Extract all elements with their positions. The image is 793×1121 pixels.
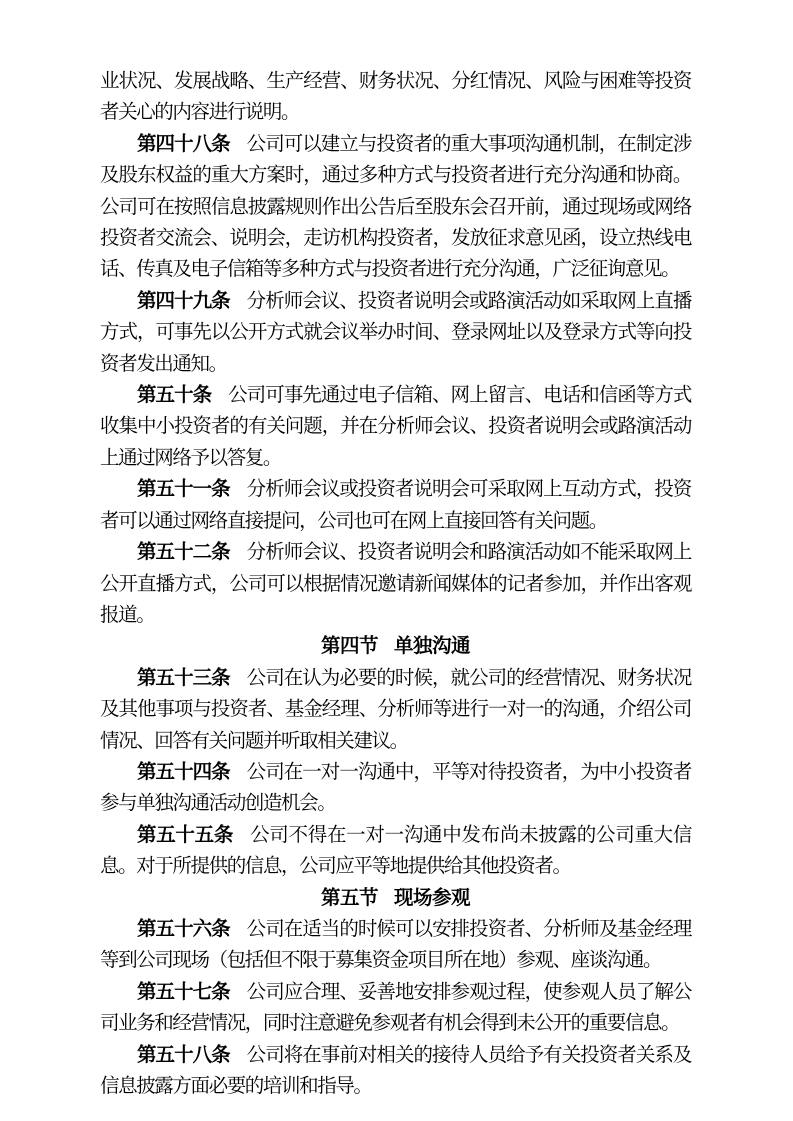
article-number: 第五十五条 — [137, 824, 234, 846]
article-text: 公司在认为必要的时候，就公司的经营情况、财务状况及其他事项与投资者、基金经理、分析师等进行一对一的沟通，介绍公司情况、回答有关问题并听取相关建议。 — [100, 667, 691, 752]
article-paragraph — [100, 380, 691, 474]
article-text: 分析师会议、投资者说明会或路演活动如采取网上直播方式，可事先以公开方式就会议举办时间、登录网址以及登录方式等向投资者发出通知。 — [100, 290, 691, 375]
article-number: 第五十八条 — [137, 1044, 230, 1066]
article-text: 公司不得在一对一沟通中发布尚未披露的公司重大信息。对于所提供的信息，公司应平等地提供给其他投资者。 — [100, 824, 691, 878]
continuation-paragraph — [100, 66, 691, 129]
section-title: 现场参观 — [394, 887, 471, 909]
article-number: 第五十六条 — [137, 918, 230, 940]
article-number: 第五十三条 — [137, 667, 230, 689]
article-text: 公司可以建立与投资者的重大事项沟通机制，在制定涉及股东权益的重大方案时，通过多种方式与投资者进行充分沟通和协商。公司可在按照信息披露规则作出公告后至股东会召开前，通过现场或网络投资者交流会、说明会，走访机构投资者，发放征求意见函，设立热线电话、传真及电子信箱等多种方式与投资者进行充分沟通，广泛征询意见。 — [100, 133, 691, 281]
article-number: 第四十八条 — [137, 133, 230, 155]
article-paragraph — [100, 286, 691, 380]
article-number: 第四十九条 — [137, 290, 230, 312]
article-text: 公司在一对一沟通中，平等对待投资者，为中小投资者参与单独沟通活动创造机会。 — [100, 761, 691, 815]
article-number: 第五十二条 — [137, 542, 230, 564]
article-paragraph — [100, 663, 691, 757]
article-text: 业状况、发展战略、生产经营、财务状况、分红情况、风险与困难等投资者关心的内容进行说明。 — [100, 71, 691, 124]
section-number: 第五节 — [320, 887, 378, 909]
article-paragraph — [100, 129, 691, 286]
section-heading — [100, 631, 691, 662]
article-text: 公司在适当的时候可以安排投资者、分析师及基金经理等到公司现场（包括但不限于募集资金项目所在地）参观、座谈沟通。 — [100, 918, 691, 972]
article-text: 分析师会议、投资者说明会和路演活动如不能采取网上公开直播方式，公司可以根据情况邀请新闻媒体的记者参加，并作出客观报道。 — [100, 542, 691, 626]
article-text: 公司将在事前对相关的接待人员给予有关投资者关系及信息披露方面必要的培训和指导。 — [100, 1044, 691, 1097]
article-paragraph — [100, 914, 691, 977]
section-heading — [100, 883, 691, 914]
article-number: 第五十七条 — [137, 981, 230, 1003]
section-number: 第四节 — [320, 636, 378, 658]
article-number: 第五十条 — [137, 385, 212, 407]
article-paragraph — [100, 537, 691, 631]
article-number: 第五十四条 — [137, 761, 230, 783]
article-paragraph — [100, 474, 691, 537]
article-text: 公司可事先通过电子信箱、网上留言、电话和信函等方式收集中小投资者的有关问题，并在分析师会议、投资者说明会或路演活动上通过网络予以答复。 — [100, 385, 691, 469]
article-paragraph — [100, 820, 691, 883]
article-text: 分析师会议或投资者说明会可采取网上互动方式，投资者可以通过网络直接提问，公司也可在网上直接回答有关问题。 — [100, 479, 691, 532]
article-paragraph — [100, 977, 691, 1040]
article-number: 第五十一条 — [137, 479, 230, 501]
article-paragraph — [100, 1040, 691, 1103]
article-text: 公司应合理、妥善地安排参观过程，使参观人员了解公司业务和经营情况，同时注意避免参观者有机会得到未公开的重要信息。 — [100, 981, 691, 1035]
section-title: 单独沟通 — [394, 636, 471, 658]
article-paragraph — [100, 757, 691, 820]
